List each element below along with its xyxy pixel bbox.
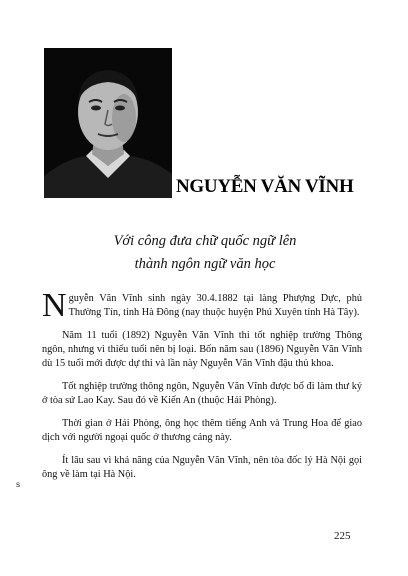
subtitle-line-1: Với công đưa chữ quốc ngữ lên	[113, 233, 297, 249]
page-number: 225	[334, 530, 351, 542]
person-name: NGUYỄN VĂN VĨNH	[176, 176, 354, 197]
paragraph-3: Tốt nghiệp trường thông ngôn, Nguyễn Văn Vĩnh được bổ đi làm thư ký ở tòa sứ Lao Kay. Sau đó về Kiến An (thuộc Hải Phòng).	[42, 381, 362, 406]
margin-mark: s	[16, 480, 21, 489]
paragraph-2: Năm 11 tuổi (1892) Nguyễn Văn Vĩnh thi tốt nghiệp trường Thông ngôn, nhưng vì thiếu tuổi nên bị loại. Bốn năm sau (1896) Nguyễn Văn Vĩnh dù 15 tuổi mới được dự thi và lần này Nguyễn Văn Vĩnh đậu thủ khoa.	[42, 330, 362, 369]
paragraph-5: Ít lâu sau vì khả năng của Nguyễn Văn Vĩnh, nên tòa đốc lý Hà Nội gọi ông về làm tại Hà Nội.	[42, 455, 362, 480]
paragraph-1	[42, 287, 362, 324]
paragraph-4: Thời gian ở Hải Phòng, ông học thêm tiếng Anh và Trung Hoa để giao dịch với người ngoại quốc ở thương cảng này.	[42, 418, 362, 443]
body-text	[42, 287, 362, 491]
portrait-photo	[44, 48, 172, 198]
portrait-image	[44, 48, 172, 198]
drop-cap: N	[42, 287, 67, 324]
paragraph-1-text: guyễn Văn Vĩnh sinh ngày 30.4.1882 tại làng Phượng Dực, phủ Thường Tín, tỉnh Hà Đông (nay thuộc huyện Phú Xuyên tỉnh Hà Tây).	[68, 293, 362, 318]
chapter-subtitle	[60, 230, 350, 276]
subtitle-line-2: thành ngôn ngữ văn học	[134, 256, 276, 272]
